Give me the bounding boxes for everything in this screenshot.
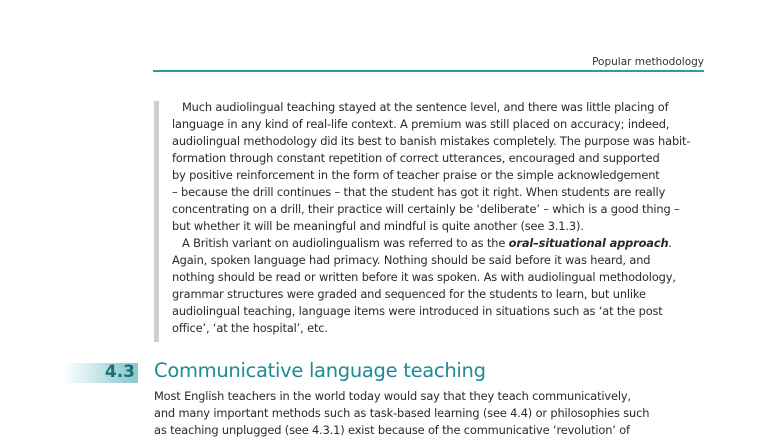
key-term: oral–situational approach — [508, 236, 669, 250]
quote-side-bar — [154, 101, 159, 342]
text-line — [172, 235, 712, 252]
text-line: but whether it will be meaningful and mindful is quite another (see 3.1.3). — [172, 219, 584, 233]
text-line: office’, ‘at the hospital’, etc. — [172, 321, 328, 335]
text-line: Again, spoken language had primacy. Nothing should be said before it was heard, and — [172, 253, 651, 267]
quoted-passage — [172, 99, 712, 337]
text-run: . — [668, 236, 672, 250]
header-rule — [153, 70, 704, 72]
text-line: Most English teachers in the world today would say that they teach communicatively, — [154, 389, 631, 403]
text-line: formation through constant repetition of correct utterances, encouraged and supported — [172, 151, 660, 165]
text-line: and many important methods such as task-based learning (see 4.4) or philosophies such — [154, 406, 650, 420]
section-body — [154, 388, 714, 439]
running-head: Popular methodology — [592, 56, 704, 68]
text-line: audiolingual methodology did its best to banish mistakes completely. The purpose was habit- — [172, 134, 691, 148]
text-line: Much audiolingual teaching stayed at the sentence level, and there was little placing of — [182, 100, 669, 114]
text-line: as teaching unplugged (see 4.3.1) exist because of the communicative ‘revolution’ of — [154, 423, 630, 437]
section-title: Communicative language teaching — [154, 359, 486, 382]
text-line: audiolingual teaching, language items were introduced in situations such as ‘at the post — [172, 304, 663, 318]
text-line: – because the drill continues – that the student has got it right. When students are really — [172, 185, 666, 199]
section-number: 4.3 — [104, 362, 135, 382]
text-line: nothing should be read or written before it was spoken. As with audiolingual methodology, — [172, 270, 676, 284]
text-run: A British variant on audiolingualism was referred to as the — [182, 236, 509, 250]
text-line: language in any kind of real-life context. A premium was still placed on accuracy; indeed, — [172, 117, 670, 131]
text-line: grammar structures were graded and sequenced for the students to learn, but unlike — [172, 287, 646, 301]
text-line: by positive reinforcement in the form of teacher praise or the simple acknowledgement — [172, 168, 660, 182]
text-line: concentrating on a drill, their practice will certainly be ‘deliberate’ – which is a good thing – — [172, 202, 680, 216]
